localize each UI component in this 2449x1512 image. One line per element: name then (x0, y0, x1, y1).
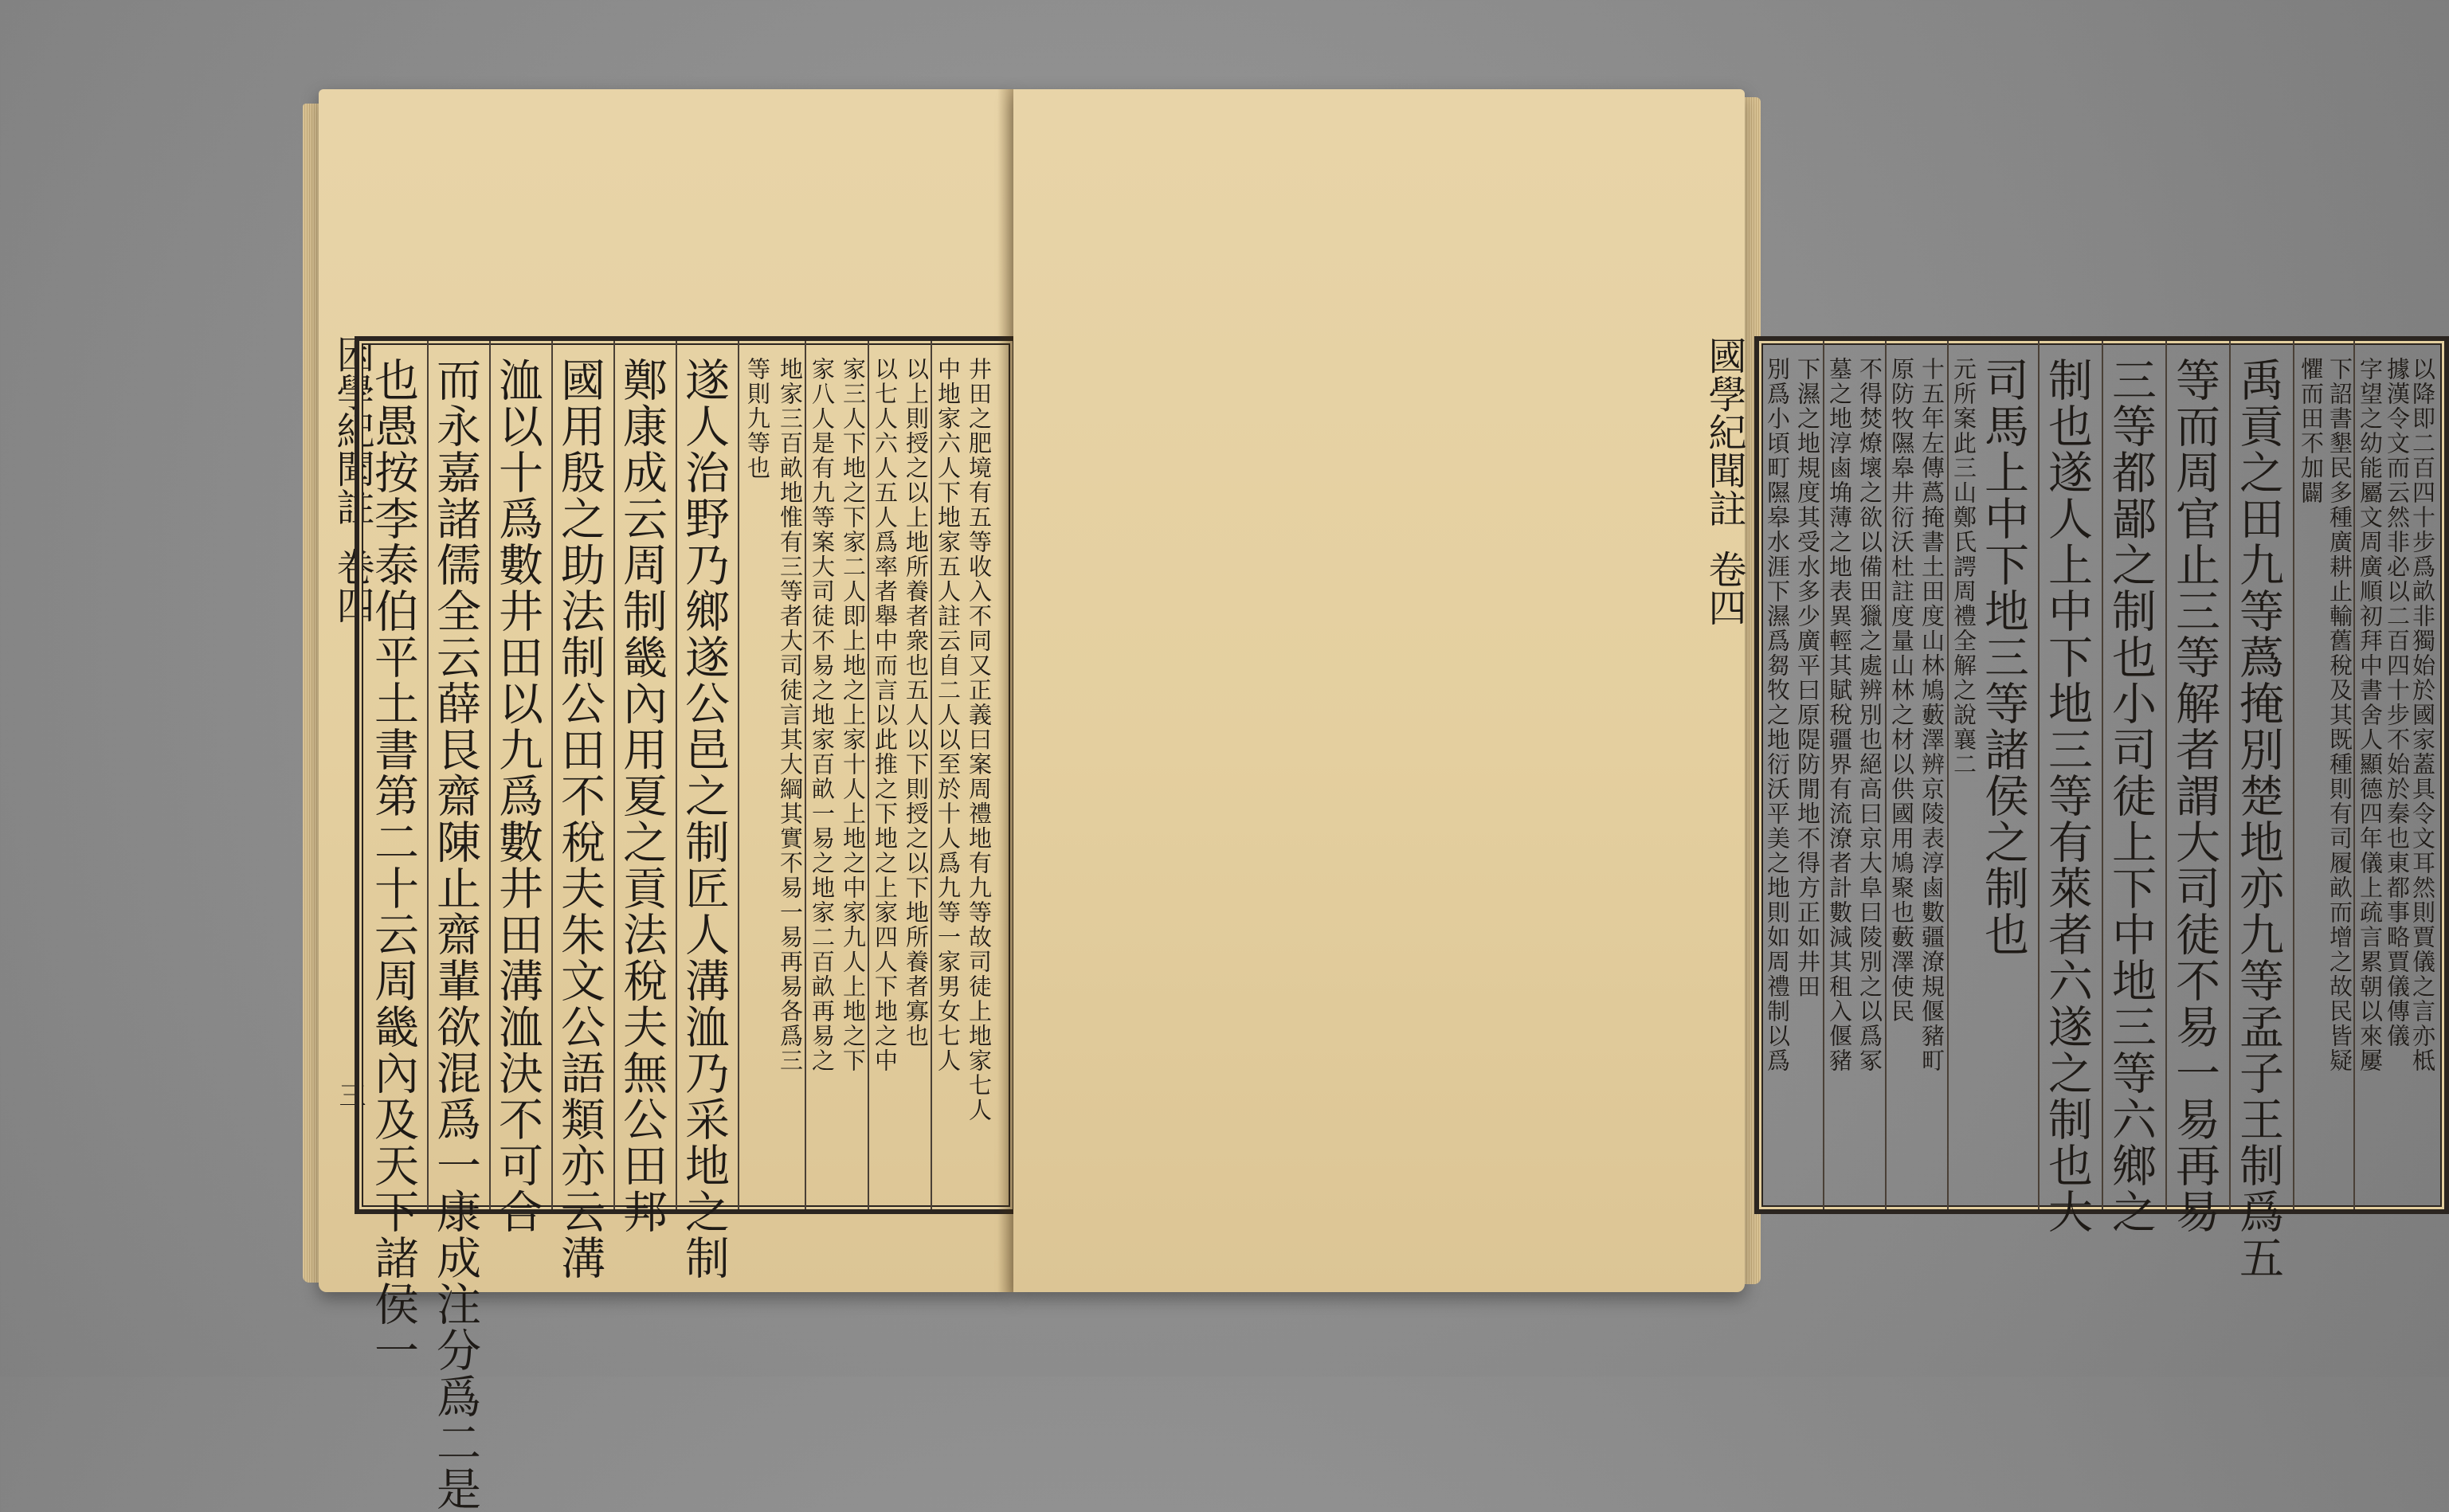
commentary-column: 元所案此三山鄭氏諤周禮全解之說襄二 (1950, 357, 1977, 777)
left-text-frame (355, 336, 1017, 1512)
commentary-column: 以降即二百四十步爲畝非獨始於國家蓋具令文耳然則賈儀之言亦柢 (2409, 357, 2436, 1073)
right-text-frame (1754, 336, 2449, 1281)
commentary-column: 別爲小頃町隰皋水涯下濕爲芻牧之地衍沃平美之地則如周禮制以爲 (1764, 357, 1791, 1073)
commentary-column: 以上則授之以上地所養者衆也五人以下則授之以下地所養者寡也 (903, 357, 930, 1048)
main-column: 而永嘉諸儒全云薛艮齋陳止齋輩欲混爲一康成注分爲二是 (429, 357, 481, 1512)
main-column: 制也遂人上中下地三等有萊者六遂之制也大 (2041, 357, 2093, 1235)
commentary-column: 據漢令文而云然非必以二百四十步不始於秦也東都事略賈儀傳儀 (2384, 357, 2411, 1048)
column-divider (805, 341, 806, 1209)
column-divider (2353, 341, 2355, 1209)
column-divider (868, 341, 869, 1209)
left-page-number: 三 (334, 1081, 366, 1108)
commentary-column: 下詔書墾民多種廣耕止輸舊稅及其既種則有司履畝而增之故民皆疑 (2326, 357, 2353, 1073)
column-divider (676, 341, 677, 1209)
column-divider (1823, 341, 1824, 1209)
column-divider (489, 341, 491, 1209)
main-column: 司馬上中下地三等諸侯之制也 (1977, 357, 2029, 958)
commentary-column: 字望之幼能屬文周廣順初拜中書舍人顯德四年儀上疏言累朝以來屢 (2357, 357, 2384, 1073)
commentary-column: 十五年左傳蔿掩書土田度山林鳩藪澤辨京陵表淳鹵數疆潦規偃豬町 (1918, 357, 1945, 1073)
right-page (1013, 89, 2436, 1292)
column-divider (738, 341, 739, 1209)
column-divider (2229, 341, 2231, 1209)
column-divider (1885, 341, 1887, 1209)
main-column: 國用殷之助法制公田不稅夫朱文公語類亦云溝 (554, 357, 605, 1281)
left-margin-title: 困學紀聞註 (330, 335, 374, 526)
column-divider (2165, 341, 2167, 1209)
column-divider (427, 341, 429, 1209)
main-column: 也愚按李泰伯平土書第二十云周畿內及天下諸侯一 (367, 357, 419, 1373)
right-margin-title: 國學紀聞註 (1702, 336, 1746, 527)
commentary-column: 井田之肥境有五等收入不同又正義曰案周禮地有九等故司徒上地家七人 (966, 357, 993, 1122)
commentary-column: 家三人下地之下家二人即上地之上家十人上地之中家九人上地之下 (840, 357, 867, 1073)
column-divider (1947, 341, 1949, 1209)
column-divider (2038, 341, 2040, 1209)
column-divider (551, 341, 553, 1209)
commentary-column: 下濕之地規度其受水多少廣平曰原隄防閒地不得方正如井田 (1794, 357, 1821, 999)
main-column: 洫以十爲數井田以九爲數井田溝洫決不可合 (492, 357, 543, 1235)
column-divider (2293, 341, 2294, 1209)
column-divider (613, 341, 615, 1209)
commentary-column: 等則九等也 (744, 357, 771, 480)
main-column: 遂人治野乃鄉遂公邑之制匠人溝洫乃采地之制 (678, 357, 730, 1281)
commentary-column: 原防牧隰皋井衍沃杜註度量山林之材以供國用鳩聚也藪澤使民 (1888, 357, 1915, 1024)
main-column: 等而周官止三等解者謂大司徒不易一易再易 (2169, 357, 2220, 1235)
column-divider (931, 341, 932, 1209)
main-column: 三等都鄙之制也小司徒上下中地三等六鄉之 (2105, 357, 2157, 1235)
right-volume-label: 卷四 (1702, 550, 1746, 626)
open-book (303, 80, 2436, 1512)
commentary-column: 墓之地淳鹵埆薄之地表異輕其賦稅疆界有流潦者計數減其租入偃豬 (1826, 357, 1853, 1073)
column-divider (2102, 341, 2103, 1209)
commentary-column: 以七人六人五人爲率者舉中而言以此推之下地之上家四人下地之中 (872, 357, 899, 1073)
main-column: 鄭康成云周制畿內用夏之貢法稅夫無公田邦 (616, 357, 668, 1235)
left-volume-label: 卷四 (330, 547, 374, 624)
left-page (319, 89, 1013, 1512)
commentary-column: 不得焚燎壞之欲以備田獵之處辨別也絕高曰京大阜曰陵別之以爲冢 (1856, 357, 1883, 1073)
commentary-column: 懼而田不加闢 (2298, 357, 2325, 505)
main-column: 禹貢之田九等蔿掩別楚地亦九等孟子王制爲五 (2232, 357, 2284, 1281)
commentary-column: 中地家六人下地家五人註云自二人以至於十人爲九等一家男女七人 (935, 357, 962, 1073)
commentary-column: 地家三百畝地惟有三等者大司徒言其大綱其實不易一易再易各爲三 (777, 357, 804, 1073)
commentary-column: 家八人是有九等案大司徒不易之地家百畝一易之地家二百畝再易之 (809, 357, 836, 1073)
